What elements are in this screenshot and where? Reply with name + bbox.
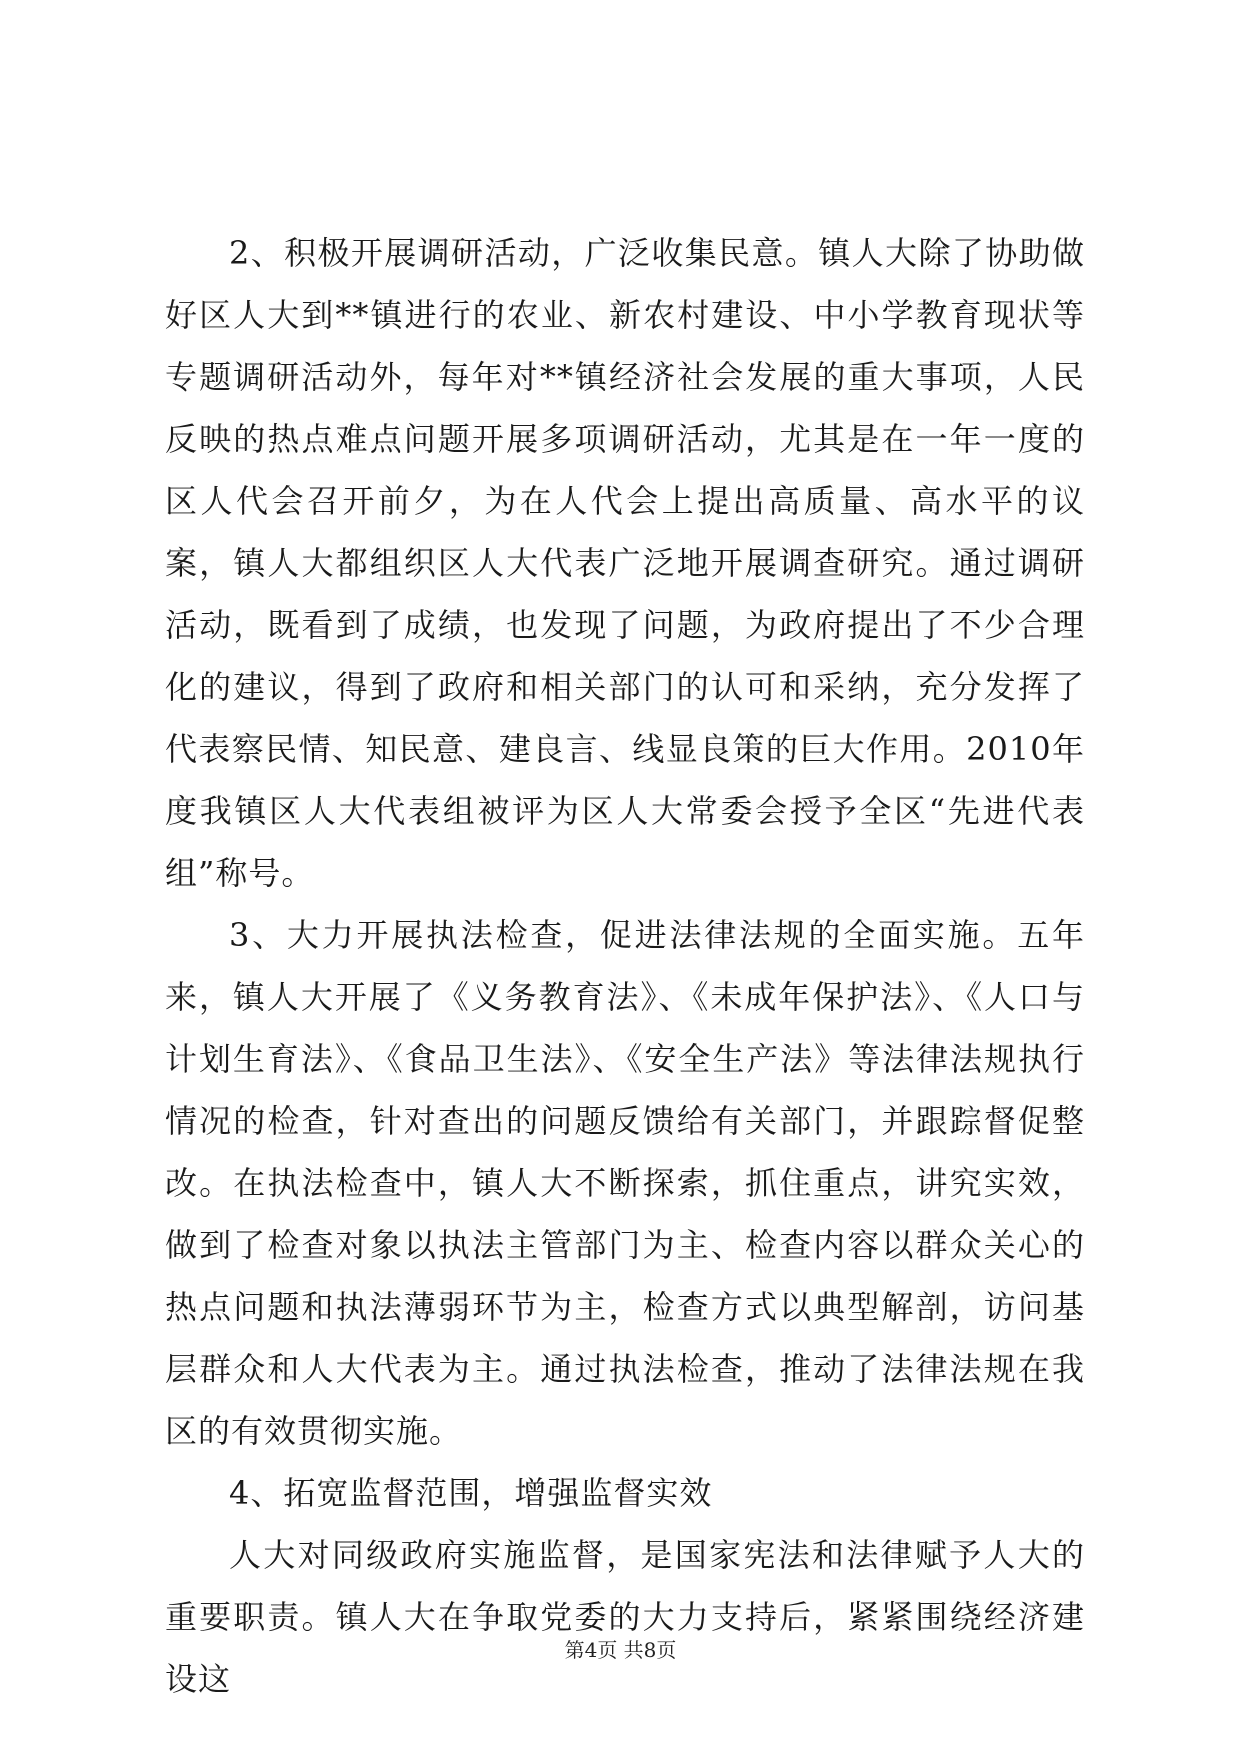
document-body	[165, 222, 1085, 1710]
paragraph-supervision: 人大对同级政府实施监督，是国家宪法和法律赋予人大的重要职责。镇人大在争取党委的大力支持后，紧紧围绕经济建设这	[165, 1536, 1085, 1698]
paragraph-law-enforcement: 3、大力开展执法检查，促进法律法规的全面实施。五年来，镇人大开展了《义务教育法》、《未成年保护法》、《人口与计划生育法》、《食品卫生法》、《安全生产法》等法律法规执行情况的检查，针对查出的问题反馈给有关部门，并跟踪督促整改。在执法检查中，镇人大不断探索，抓住重点，讲究实效，做到了检查对象以执法主管部门为主、检查内容以群众关心的热点问题和执法薄弱环节为主，检查方式以典型解剖，访问基层群众和人大代表为主。通过执法检查，推动了法律法规在我区的有效贯彻实施。	[165, 916, 1085, 1450]
page-number-footer: 第4页 共8页	[564, 1638, 677, 1662]
paragraph-supervision-heading: 4、拓宽监督范围，增强监督实效	[229, 1474, 713, 1512]
paragraph-research: 2、积极开展调研活动，广泛收集民意。镇人大除了协助做好区人大到**镇进行的农业、新农村建设、中小学教育现状等专题调研活动外，每年对**镇经济社会发展的重大事项，人民反映的热点难点问题开展多项调研活动，尤其是在一年一度的区人代会召开前夕，为在人代会上提出高质量、高水平的议案，镇人大都组织区人大代表广泛地开展调查研究。通过调研活动，既看到了成绩，也发现了问题，为政府提出了不少合理化的建议，得到了政府和相关部门的认可和采纳，充分发挥了代表察民情、知民意、建良言、线显良策的巨大作用。2010年度我镇区人大代表组被评为区人大常委会授予全区“先进代表组”称号。	[165, 234, 1085, 892]
